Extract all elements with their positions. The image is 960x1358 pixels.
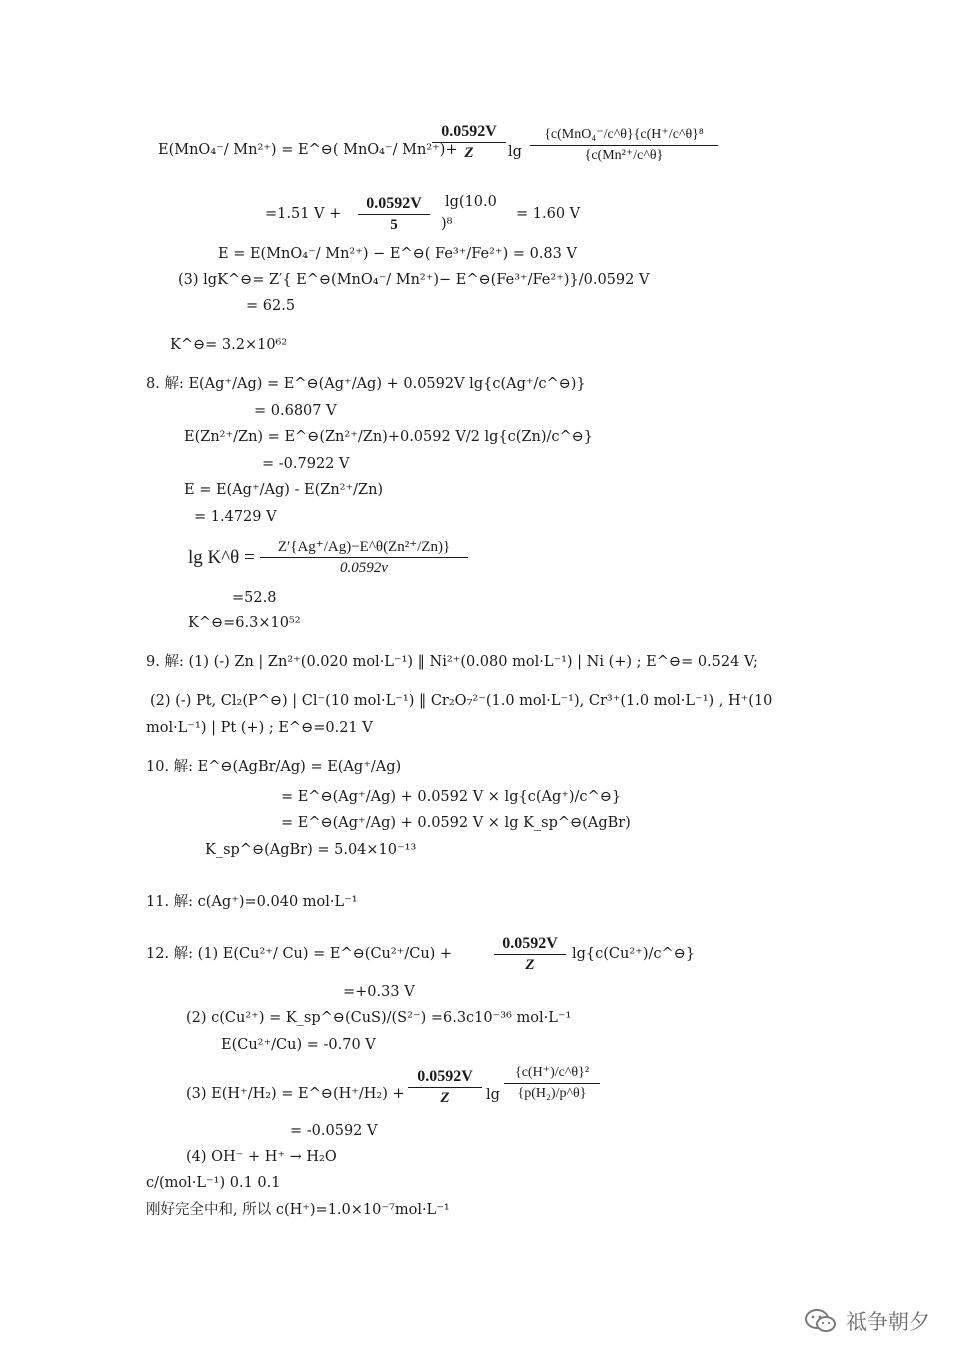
p12-fraction-h	[408, 1068, 482, 1107]
eq-cell-emf: E = E(MnO₄⁻/ Mn²⁺) − E^⊖( Fe³⁺/Fe²⁺) = 0.83 V	[218, 246, 577, 262]
p10-line-3: = E^⊖(Ag⁺/Ag) + 0.0592 V × lg K_sp^⊖(AgBr)	[281, 815, 631, 831]
fraction-numerator: 0.0592V	[417, 1068, 473, 1085]
fraction-0.0592-over-5	[358, 195, 430, 234]
p12-neutralization: (4) OH⁻ + H⁺ → H₂O	[186, 1149, 337, 1165]
fraction-denominator: {c(Mn²⁺/c^θ}	[530, 145, 718, 165]
p12-lg-term: lg{c(Cu²⁺)/c^⊖}	[572, 946, 696, 962]
fraction-numerator: 0.0592V	[502, 935, 558, 952]
chat-bubbles-icon	[804, 1308, 838, 1334]
p8-result-emf: = 1.4729 V	[194, 509, 277, 525]
p8-eq-zn: E(Zn²⁺/Zn) = E^⊖(Zn²⁺/Zn)+0.0592 V/2 lg{c(Zn)/c^⊖}	[184, 429, 594, 445]
fraction-denominator: {p(H₂)/p^θ}	[504, 1083, 600, 1103]
eq-result-1.60: = 1.60 V	[516, 206, 581, 222]
p12-result-1: =+0.33 V	[343, 984, 415, 1000]
lg-term-top: lg(10.0	[445, 194, 497, 210]
p12-conclusion: 刚好完全中和, 所以 c(H⁺)=1.0×10⁻⁷mol·L⁻¹	[146, 1202, 450, 1218]
lg-term-bottom: )⁸	[441, 216, 453, 232]
lg-label: lg	[486, 1087, 500, 1103]
p10-line-2: = E^⊖(Ag⁺/Ag) + 0.0592 V × lg{c(Ag⁺)/c^⊖}	[281, 789, 622, 805]
problem-8-heading: 8. 解: E(Ag⁺/Ag) = E^⊖(Ag⁺/Ag) + 0.0592V lg{c(Ag⁺/c^⊖)}	[146, 376, 586, 392]
fraction-numerator: 0.0592V	[441, 123, 497, 140]
p8-lgk-result: =52.8	[232, 590, 277, 606]
p12-result-3: = -0.0592 V	[290, 1123, 378, 1139]
lg-label: lg	[508, 144, 522, 160]
fraction-denominator: Z	[494, 954, 566, 974]
p12-line-cu-conc: (2) c(Cu²⁺) = K_sp^⊖(CuS)/(S²⁻) =6.3c10⁻³⁶ mol·L⁻¹	[186, 1010, 572, 1026]
fraction-denominator: Z	[408, 1087, 482, 1107]
eq-k-result: K^⊖= 3.2×10⁶²	[170, 337, 288, 353]
fraction-numerator: Z′{Ag⁺/Ag)−E^θ(Zn²⁺/Zn)}	[277, 539, 451, 555]
watermark	[804, 1306, 930, 1336]
p12-fraction-pressure	[504, 1064, 600, 1103]
p8-result-zn: = -0.7922 V	[262, 456, 350, 472]
p12-line-h: (3) E(H⁺/H₂) = E^⊖(H⁺/H₂) +	[186, 1086, 405, 1102]
fraction-denominator: Z	[432, 142, 506, 162]
problem-10-heading: 10. 解: E^⊖(AgBr/Ag) = E(Ag⁺/Ag)	[146, 759, 402, 775]
p12-result-2: E(Cu²⁺/Cu) = -0.70 V	[221, 1037, 376, 1053]
problem-9-line-2: (2) (-) Pt, Cl₂(P^⊖) | Cl⁻(10 mol·L⁻¹) ‖ Cr₂O₇²⁻(1.0 mol·L⁻¹), Cr³⁺(1.0 mol·L⁻¹) , H⁺(10	[150, 693, 773, 709]
p8-eq-emf: E = E(Ag⁺/Ag) - E(Zn²⁺/Zn)	[184, 482, 384, 498]
fraction-denominator: 0.0592v	[260, 557, 468, 577]
problem-12-heading: 12. 解: (1) E(Cu²⁺/ Cu) = E^⊖(Cu²⁺/Cu) +	[146, 946, 453, 962]
fraction-0.0592-over-z	[432, 123, 506, 162]
problem-9-line-3: mol·L⁻¹) | Pt (+) ; E^⊖=0.21 V	[146, 720, 373, 736]
p10-ksp-result: K_sp^⊖(AgBr) = 5.04×10⁻¹³	[205, 842, 417, 858]
p8-result-ag: = 0.6807 V	[254, 403, 337, 419]
p8-k-result: K^⊖=6.3×10⁵²	[188, 615, 301, 631]
fraction-numerator: {c(MnO₄⁻/c^θ}{c(H⁺/c^θ}⁸	[544, 127, 704, 142]
p12-concentrations: c/(mol·L⁻¹) 0.1 0.1	[146, 1175, 281, 1191]
fraction-numerator: 0.0592V	[366, 195, 422, 212]
eq-lgk-result: = 62.5	[246, 298, 296, 314]
eq-line-1.51: =1.51 V +	[265, 206, 342, 222]
fraction-concentration-ratio	[530, 126, 718, 165]
fraction-denominator: 5	[358, 214, 430, 234]
problem-11: 11. 解: c(Ag⁺)=0.040 mol·L⁻¹	[146, 894, 358, 910]
p12-fraction-0.0592-over-z	[494, 935, 566, 974]
eq-mno4-nernst-lhs: E(MnO₄⁻/ Mn²⁺) = E^⊖( MnO₄⁻/ Mn²⁺)+	[158, 142, 458, 158]
eq-lgk: (3) lgK^⊖= Z′{ E^⊖(MnO₄⁻/ Mn²⁺)− E^⊖(Fe³⁺/Fe²⁺)}/0.0592 V	[178, 272, 650, 288]
p8-lgk-fraction	[260, 538, 468, 577]
watermark-text: 祗争朝夕	[846, 1310, 930, 1334]
p8-lgk-lhs: lg K^θ =	[188, 547, 255, 568]
fraction-numerator: {c(H⁺)/c^θ}²	[514, 1065, 590, 1080]
problem-9-line-1: 9. 解: (1) (-) Zn | Zn²⁺(0.020 mol·L⁻¹) ‖ Ni²⁺(0.080 mol·L⁻¹) | Ni (+) ; E^⊖= 0.524 V;	[146, 654, 758, 670]
